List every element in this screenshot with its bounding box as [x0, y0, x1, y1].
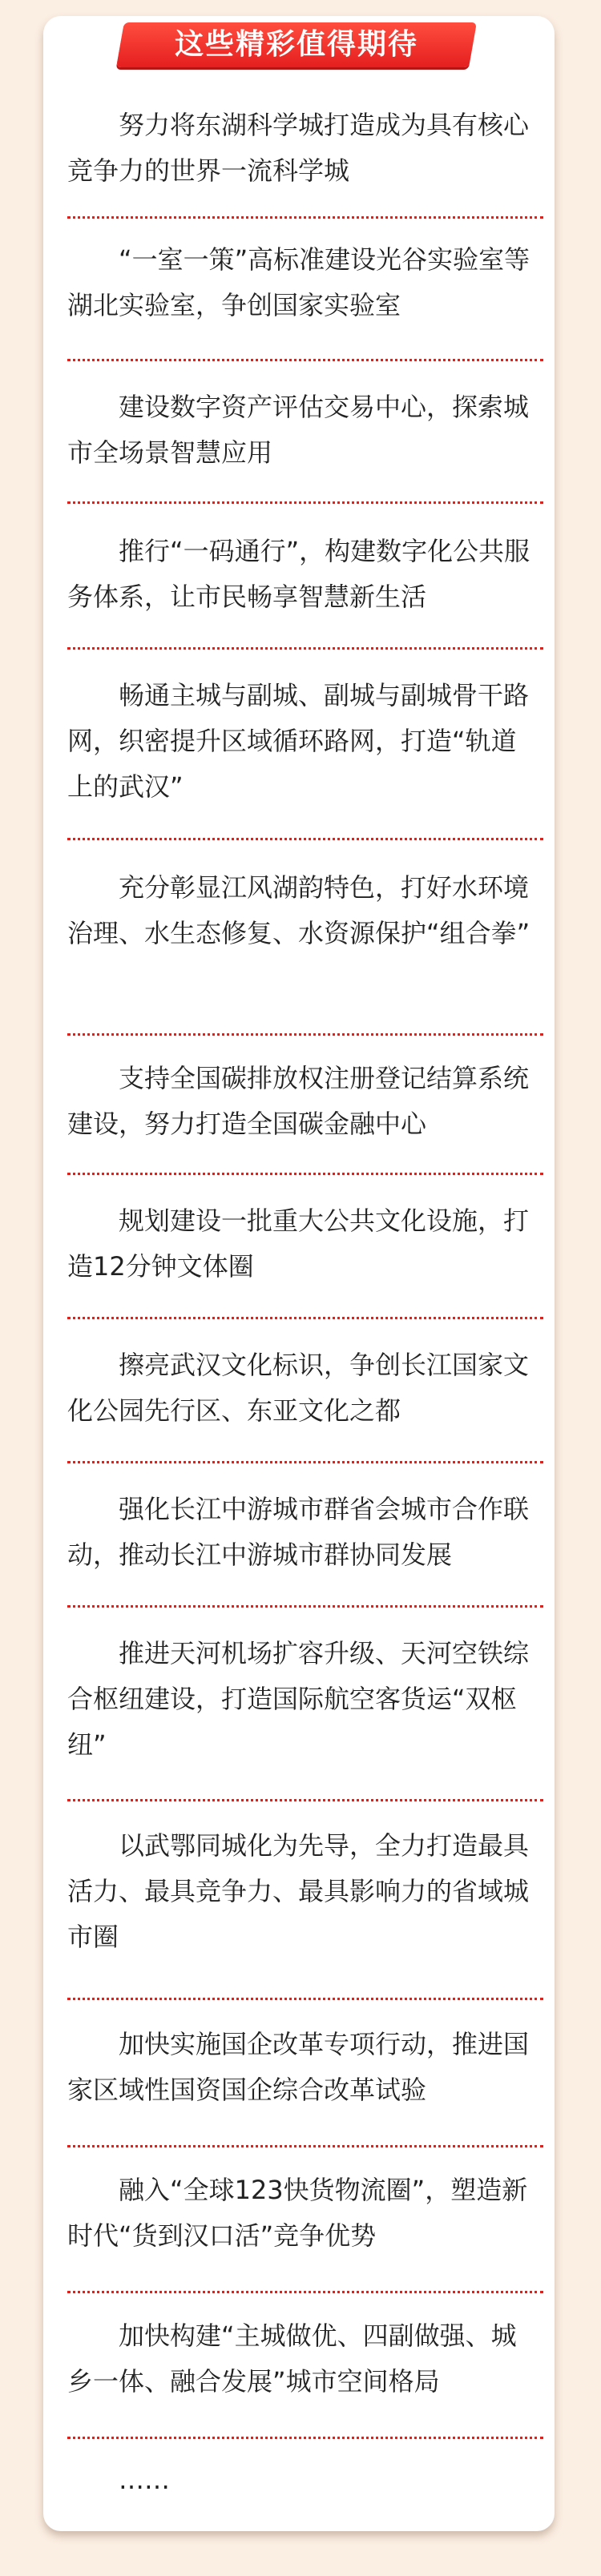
- list-item: 支持全国碳排放权注册登记结算系统建设，努力打造全国碳金融中心: [67, 1063, 530, 1139]
- dotted-divider: [67, 2291, 543, 2293]
- dotted-divider: [67, 2145, 543, 2147]
- dotted-divider: [67, 1799, 543, 1801]
- dotted-divider: [67, 1317, 543, 1319]
- dotted-divider: [67, 1461, 543, 1463]
- list-item: 推进天河机场扩容升级、天河空铁综合枢纽建设，打造国际航空客货运“双枢纽”: [67, 1638, 530, 1760]
- page-title: 这些精彩值得期待: [174, 28, 418, 61]
- dotted-divider: [67, 1605, 543, 1608]
- list-item: 畅通主城与副城、副城与副城骨干路网，织密提升区域循环路网，打造“轨道上的武汉”: [67, 680, 530, 802]
- dotted-divider: [67, 1998, 543, 2000]
- list-item: 加快构建“主城做优、四副做强、城乡一体、融合发展”城市空间格局: [67, 2320, 517, 2397]
- list-item: 加快实施国企改革专项行动，推进国家区域性国资国企综合改革试验: [67, 2029, 530, 2105]
- dotted-divider: [67, 2437, 543, 2439]
- list-item: 融入“全球123快货物流圈”，塑造新时代“货到汉口活”竞争优势: [67, 2175, 528, 2251]
- list-item-ellipsis: ……: [119, 2465, 170, 2495]
- dotted-divider: [67, 1033, 543, 1036]
- list-item: 强化长江中游城市群省会城市合作联动，推动长江中游城市群协同发展: [67, 1494, 530, 1570]
- list-item: 建设数字资产评估交易中心，探索城市全场景智慧应用: [67, 392, 530, 468]
- list-item: “一室一策”高标准建设光谷实验室等湖北实验室，争创国家实验室: [67, 244, 530, 320]
- dotted-divider: [67, 647, 543, 650]
- dotted-divider: [67, 838, 543, 840]
- list-item: 规划建设一批重大公共文化设施，打造12分钟文体圈: [67, 1205, 530, 1282]
- dotted-divider: [67, 1173, 543, 1175]
- list-item: 努力将东湖科学城打造成为具有核心竞争力的世界一流科学城: [67, 110, 530, 186]
- dotted-divider: [67, 359, 543, 361]
- dotted-divider: [67, 216, 543, 219]
- list-item: 以武鄂同城化为先导，全力打造最具活力、最具竞争力、最具影响力的省域城市圈: [67, 1830, 530, 1952]
- dotted-divider: [67, 501, 543, 504]
- list-item: 充分彰显江风湖韵特色，打好水环境治理、水生态修复、水资源保护“组合拳”: [67, 872, 530, 948]
- list-item: 擦亮武汉文化标识，争创长江国家文化公园先行区、东亚文化之都: [67, 1350, 530, 1426]
- list-item: 推行“一码通行”，构建数字化公共服务体系，让市民畅享智慧新生活: [67, 536, 530, 612]
